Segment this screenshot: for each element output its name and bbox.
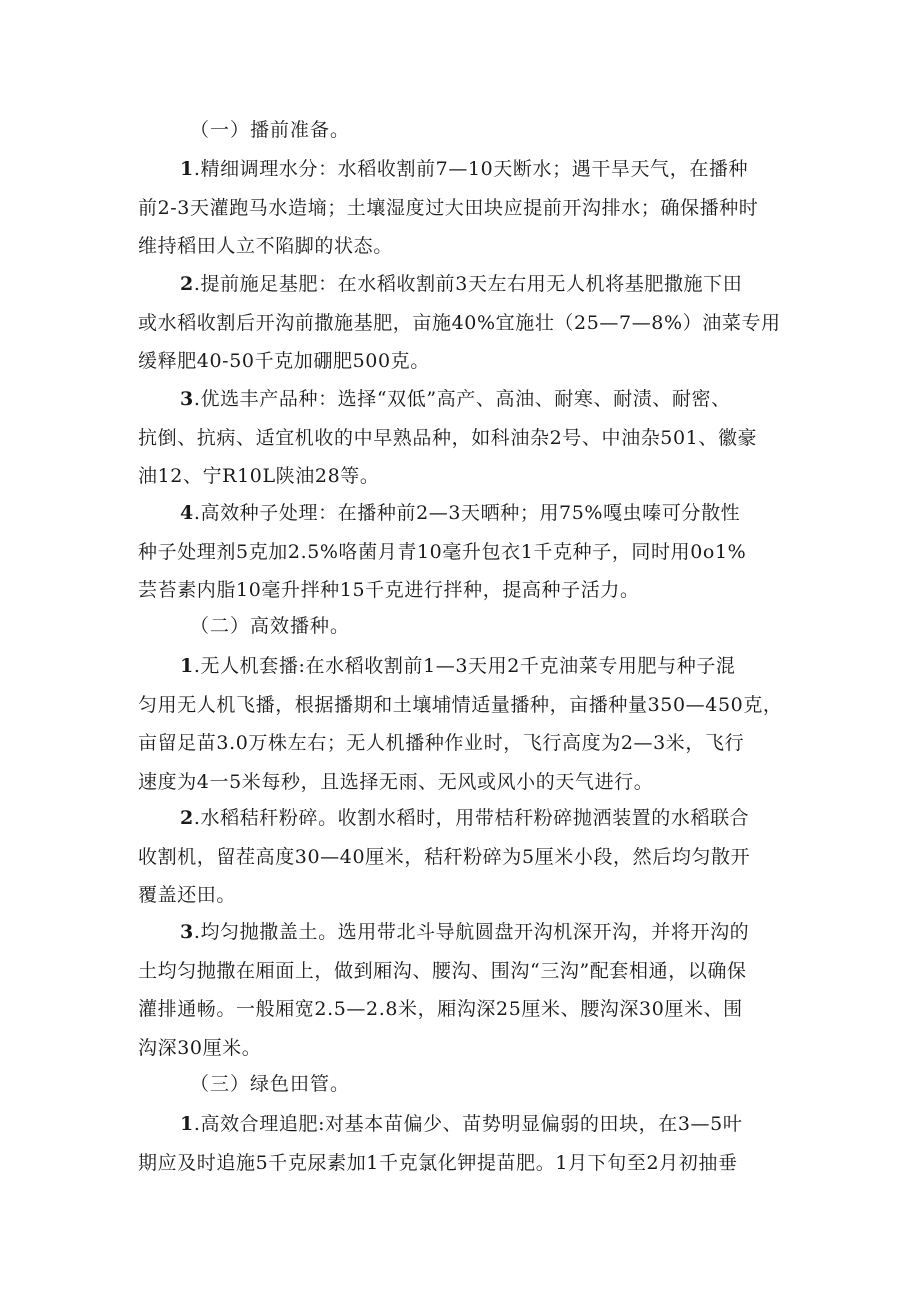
paragraph-line: 土均匀抛撒在厢面上，做到厢沟、腰沟、围沟“三沟”配套相通，以确保 xyxy=(138,959,747,982)
paragraph-2-1 xyxy=(138,654,798,808)
paragraph-1-2 xyxy=(138,272,798,388)
item-number: 1 xyxy=(180,1113,194,1135)
paragraph-line: 速度为4一5米每秒，且选择无雨、无风或风小的天气进行。 xyxy=(138,770,654,793)
paragraph-line: 匀用无人机飞播，根据播期和土壤埔情适量播种，亩播种量350—450克， xyxy=(138,693,783,716)
line-text: .无人机套播:在水稻收割前1—3天用2千克油菜专用肥与种子混 xyxy=(193,655,736,677)
paragraph-line xyxy=(138,920,798,944)
paragraph-line xyxy=(138,157,798,181)
paragraph-line: 芸苔素内脂10毫升拌种15千克进行拌种，提高种子活力。 xyxy=(138,579,640,601)
section-heading-1: （一）播前准备。 xyxy=(190,119,351,141)
paragraph-line xyxy=(138,654,798,678)
item-number: 2 xyxy=(180,273,194,295)
paragraph-line: 前2-3天灌跑马水造墒；土壤湿度过大田块应提前开沟排水；确保播种时 xyxy=(138,196,759,219)
line-text: .高效种子处理：在播种前2—3天晒种；用75%嘎虫嗪可分散性 xyxy=(193,502,741,524)
line-text: .提前施足基肥：在水稻收割前3天左右用无人机将基肥撒施下田 xyxy=(193,273,743,295)
paragraph-line: 沟深30厘米。 xyxy=(138,1036,262,1059)
paragraph-line: 亩留足苗3.0万株左右；无人机播种作业时，飞行高度为2—3米，飞行 xyxy=(138,732,745,754)
paragraph-2-3 xyxy=(138,920,798,1074)
paragraph-line: 或水稻收割后开沟前撒施基肥，亩施40%宜施壮（25—7—8%）油菜专用 xyxy=(138,311,781,334)
section-heading-3: （三）绿色田管。 xyxy=(190,1073,351,1095)
paragraph-1-3 xyxy=(138,387,798,503)
item-number: 1 xyxy=(180,655,194,677)
paragraph-line xyxy=(138,1112,798,1136)
paragraph-line: 收割机，留茬高度30—40厘米，秸秆粉碎为5厘米小段，然后均匀散开 xyxy=(138,845,751,868)
section-heading-2: （二）高效播种。 xyxy=(190,615,351,637)
paragraph-line: 油12、宁R10L陕油28等。 xyxy=(138,465,380,487)
paragraph-line: 覆盖还田。 xyxy=(138,884,237,906)
item-number: 1 xyxy=(180,158,194,180)
item-number: 3 xyxy=(180,388,194,410)
paragraph-line: 种子处理剂5克加2.5%咯菌月青10毫升包衣1千克种子，同时用0o1% xyxy=(138,540,747,563)
paragraph-line: 抗倒、抗病、适宜机收的中早熟品种，如科油杂2号、中油杂501、徽豪 xyxy=(138,426,758,449)
item-number: 2 xyxy=(180,807,194,829)
item-number: 4 xyxy=(180,502,194,524)
paragraph-3-1 xyxy=(138,1112,798,1189)
line-text: .高效合理追肥:对基本苗偏少、苗势明显偏弱的田块，在3—5叶 xyxy=(193,1113,743,1135)
line-text: .水稻秸秆粉碎。收割水稻时，用带桔秆粉碎抛洒装置的水稻联合 xyxy=(193,807,750,829)
paragraph-line: 维持稻田人立不陷脚的状态。 xyxy=(138,235,393,257)
paragraph-line: 灌排通畅。一般厢宽2.5—2.8米，厢沟深25厘米、腰沟深30厘米、围 xyxy=(138,998,743,1020)
line-text: .均匀抛撒盖土。选用带北斗导航圆盘开沟机深开沟，并将开沟的 xyxy=(193,921,750,943)
paragraph-line: 期应及时追施5千克尿素加1千克氯化钾提苗肥。1月下旬至2月初抽垂 xyxy=(138,1151,738,1174)
paragraph-line xyxy=(138,501,798,525)
paragraph-line: 缓释肥40-50千克加硼肥500克。 xyxy=(138,350,430,372)
paragraph-1-1 xyxy=(138,157,798,273)
item-number: 3 xyxy=(180,921,194,943)
paragraph-2-2 xyxy=(138,806,798,922)
paragraph-line xyxy=(138,272,798,296)
paragraph-line xyxy=(138,806,798,830)
line-text: .精细调理水分：水稻收割前7—10天断水；遇干旱天气，在播种 xyxy=(193,158,749,180)
line-text: .优选丰产品种：选择“双低”高产、高油、耐寒、耐渍、耐密、 xyxy=(193,388,731,410)
paragraph-line xyxy=(138,387,798,411)
paragraph-1-4 xyxy=(138,501,798,617)
